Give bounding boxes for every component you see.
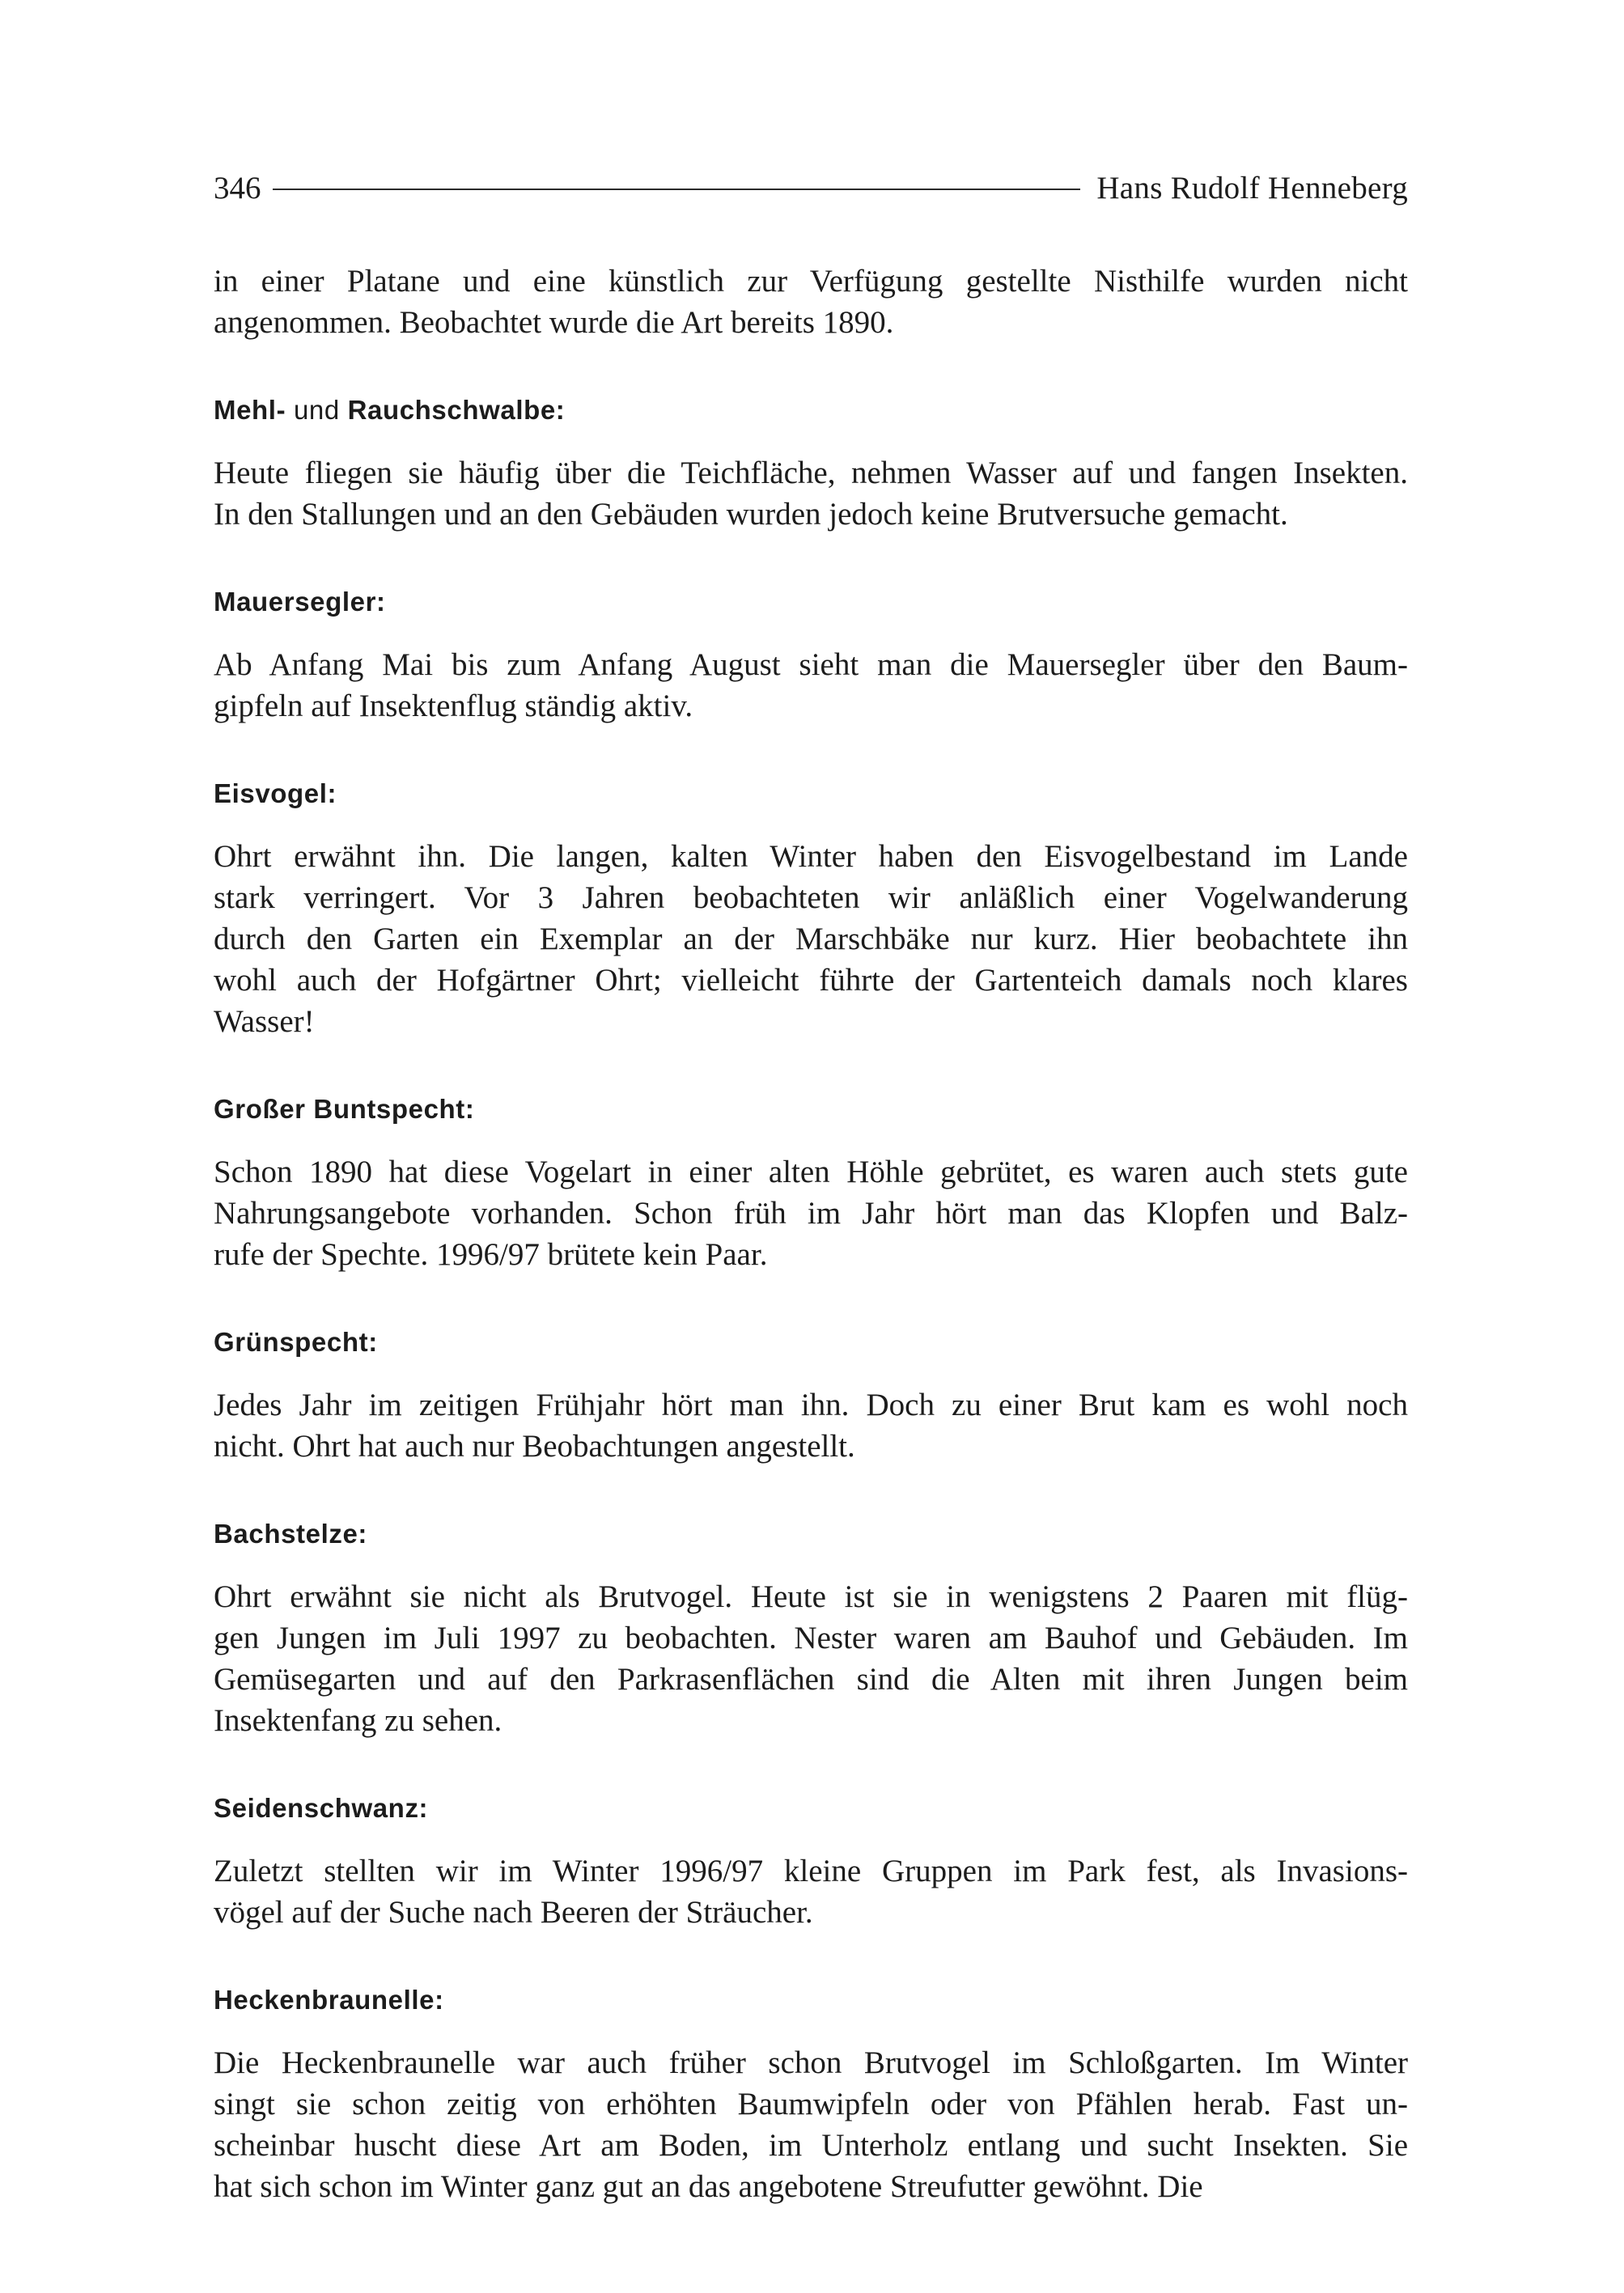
section-heading: [214, 1982, 1408, 2018]
text-line: Schon 1890 hat diese Vogelart in einer alten Höhle gebrütet, es waren auch stets gute: [214, 1155, 1408, 1189]
section-heading: [214, 1791, 1408, 1826]
text-line: Heute fliegen sie häufig über die Teichfläche, nehmen Wasser auf und fangen Insekten.: [214, 456, 1408, 490]
text-line: vögel auf der Suche nach Beeren der Sträucher.: [214, 1895, 813, 1930]
text-line: Wasser!: [214, 1004, 315, 1039]
text-line: Ohrt erwähnt ihn. Die langen, kalten Winter haben den Eisvogelbestand im Lande: [214, 839, 1408, 874]
section-heading: [214, 776, 1408, 812]
text-line: Ohrt erwähnt sie nicht als Brutvogel. Heute ist sie in wenigstens 2 Paaren mit flüg-: [214, 1579, 1408, 1614]
heading-species: Eisvogel:: [214, 778, 337, 808]
section-paragraph: [214, 836, 1408, 1042]
section-paragraph: [214, 452, 1408, 535]
text-line: durch den Garten ein Exemplar an der Marschbäke nur kurz. Hier beobachtete ihn: [214, 922, 1408, 956]
heading-species: Seidenschwanz:: [214, 1793, 429, 1823]
intro-paragraph: [214, 261, 1408, 343]
heading-conjunction: und: [286, 395, 348, 425]
section-paragraph: [214, 1576, 1408, 1741]
text-line: wohl auch der Hofgärtner Ohrt; vielleicht führte der Gartenteich damals noch klares: [214, 963, 1408, 998]
section-paragraph: [214, 1850, 1408, 1933]
section-heading: [214, 1091, 1408, 1127]
heading-species: Heckenbraunelle:: [214, 1985, 444, 2015]
book-page: [214, 162, 1408, 2207]
text-line: Zuletzt stellten wir im Winter 1996/97 kleine Gruppen im Park fest, als Invasions-: [214, 1854, 1408, 1888]
section-paragraph: [214, 1151, 1408, 1275]
text-line: hat sich schon im Winter ganz gut an das angebotene Streufutter gewöhnt. Die: [214, 2169, 1203, 2204]
running-header: [214, 162, 1408, 214]
text-line: in einer Platane und eine künstlich zur Verfügung gestellte Nisthilfe wurden nicht: [214, 264, 1408, 299]
section-heading: [214, 1516, 1408, 1552]
text-line: Insektenfang zu sehen.: [214, 1703, 502, 1738]
section-paragraph: [214, 1384, 1408, 1467]
text-line: In den Stallungen und an den Gebäuden wurden jedoch keine Brutversuche gemacht.: [214, 497, 1288, 532]
text-line: gipfeln auf Insektenflug ständig aktiv.: [214, 689, 693, 723]
section-paragraph: [214, 2042, 1408, 2207]
text-line: stark verringert. Vor 3 Jahren beobachteten wir anläßlich einer Vogelwanderung: [214, 880, 1408, 915]
heading-species: Großer Buntspecht:: [214, 1094, 475, 1124]
heading-species: Mehl-: [214, 395, 286, 425]
text-line: angenommen. Beobachtet wurde die Art bereits 1890.: [214, 305, 894, 340]
heading-species: Rauchschwalbe:: [347, 395, 566, 425]
text-line: Gemüsegarten und auf den Parkrasenflächen sind die Alten mit ihren Jungen beim: [214, 1662, 1408, 1697]
section-heading: [214, 584, 1408, 620]
heading-species: Grünspecht:: [214, 1327, 378, 1357]
heading-species: Bachstelze:: [214, 1519, 368, 1549]
text-line: Die Heckenbraunelle war auch früher schon Brutvogel im Schloßgarten. Im Winter: [214, 2045, 1408, 2080]
section-paragraph: [214, 644, 1408, 727]
page-number: 346: [214, 170, 261, 206]
text-line: scheinbar huscht diese Art am Boden, im Unterholz entlang und sucht Insekten. Sie: [214, 2128, 1408, 2163]
text-line: rufe der Spechte. 1996/97 brütete kein Paar.: [214, 1237, 768, 1272]
text-line: nicht. Ohrt hat auch nur Beobachtungen angestellt.: [214, 1429, 855, 1464]
text-line: Ab Anfang Mai bis zum Anfang August sieht man die Mauersegler über den Baum-: [214, 647, 1408, 682]
text-line: singt sie schon zeitig von erhöhten Baumwipfeln oder von Pfählen herab. Fast un-: [214, 2087, 1408, 2121]
header-rule: [273, 189, 1081, 190]
section-heading: [214, 392, 1408, 428]
text-line: gen Jungen im Juli 1997 zu beobachten. Nester waren am Bauhof und Gebäuden. Im: [214, 1621, 1408, 1655]
heading-species: Mauersegler:: [214, 587, 386, 617]
text-line: Nahrungsangebote vorhanden. Schon früh im Jahr hört man das Klopfen und Balz-: [214, 1196, 1408, 1231]
section-heading: [214, 1325, 1408, 1360]
page-body: [214, 261, 1408, 2207]
text-line: Jedes Jahr im zeitigen Frühjahr hört man ihn. Doch zu einer Brut kam es wohl noch: [214, 1388, 1408, 1422]
running-head-author: Hans Rudolf Henneberg: [1096, 170, 1408, 206]
